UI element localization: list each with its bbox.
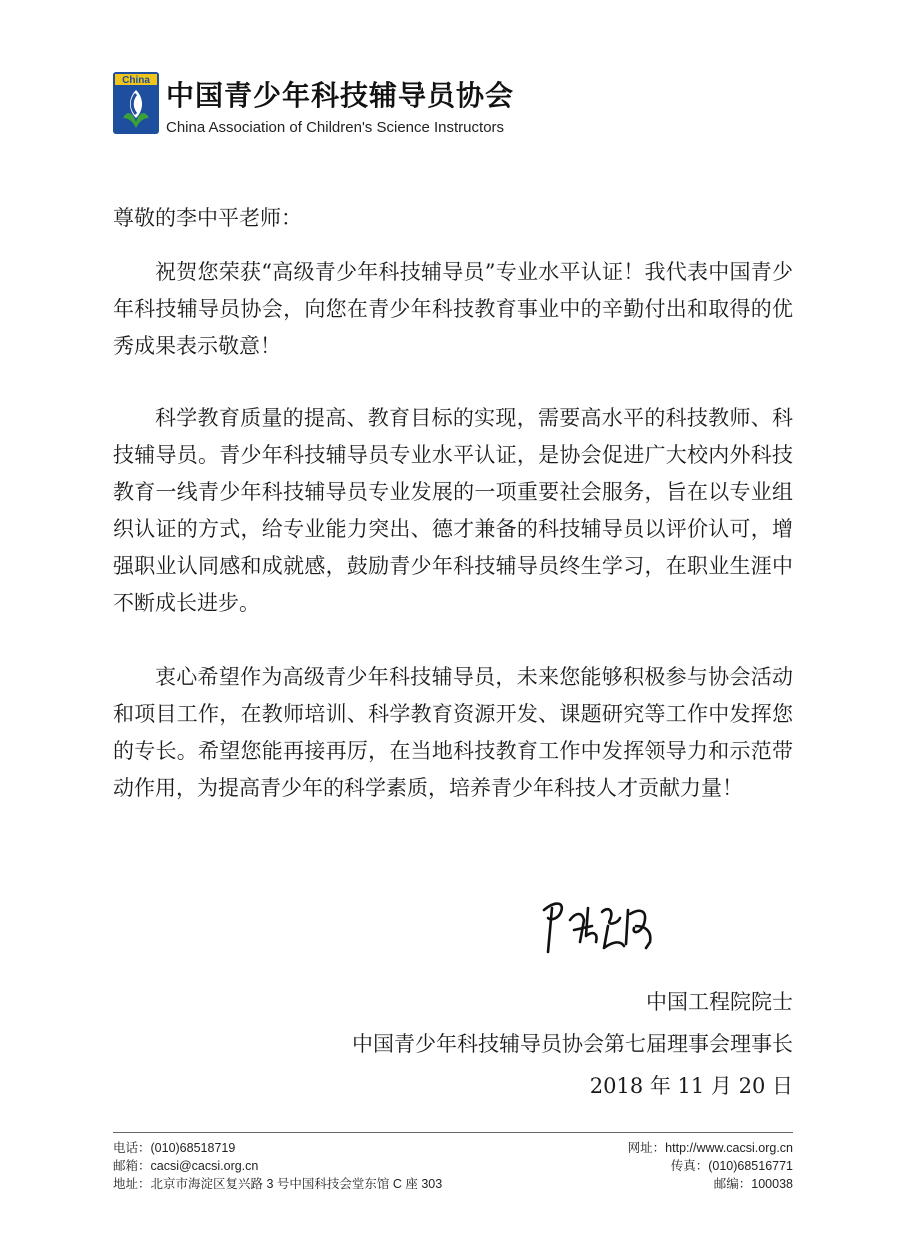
footer-phone: 电话：(010)68518719: [113, 1141, 236, 1155]
association-logo-icon: [113, 72, 159, 134]
footer-website: 网址：http://www.cacsi.org.cn: [627, 1141, 793, 1155]
signer-title-academician: 中国工程院院士: [646, 990, 793, 1014]
salutation: 尊敬的李中平老师：: [113, 206, 302, 230]
paragraph-3: 衷心希望作为高级青少年科技辅导员，未来您能够积极参与协会活动和项目工作，在教师培训、科学教育资源开发、课题研究等工作中发挥您的专长。希望您能再接再厉，在当地科技教育工作中发挥领导力和示范带动作用，为提高青少年的科学素质，培养青少年科技人才贡献力量！: [113, 665, 793, 800]
footer-address: 地址：北京市海淀区复兴路 3 号中国科技会堂东馆 C 座 303: [113, 1177, 443, 1191]
organization-name-cn: 中国青少年科技辅导员协会: [166, 79, 515, 112]
paragraph-2: 科学教育质量的提高、教育目标的实现，需要高水平的科技教师、科技辅导员。青少年科技辅导员专业水平认证，是协会促进广大校内外科技教育一线青少年科技辅导员专业发展的一项重要社会服务，旨在以专业组织认证的方式，给专业能力突出、德才兼备的科技辅导员以评价认可，增强职业认同感和成就感，鼓励青少年科技辅导员终生学习，在职业生涯中不断成长进步。: [113, 406, 793, 615]
signer-title-chairman: 中国青少年科技辅导员协会第七届理事会理事长: [352, 1032, 793, 1056]
letter-date: 2018 年 11 月 20 日: [589, 1074, 793, 1098]
footer-divider: [113, 1132, 793, 1133]
footer-fax: 传真：(010)68516771: [670, 1159, 793, 1173]
logo-text: China: [122, 75, 150, 86]
footer-postcode: 邮编：100038: [713, 1177, 793, 1191]
paragraph-1: 祝贺您荣获“高级青少年科技辅导员”专业水平认证！我代表中国青少年科技辅导员协会，向您在青少年科技教育事业中的辛勤付出和取得的优秀成果表示敬意！: [113, 260, 793, 358]
organization-name-en: China Association of Children's Science Instructors: [166, 119, 505, 136]
handwritten-signature: [536, 890, 666, 960]
footer-email: 邮箱：cacsi@cacsi.org.cn: [113, 1159, 259, 1173]
